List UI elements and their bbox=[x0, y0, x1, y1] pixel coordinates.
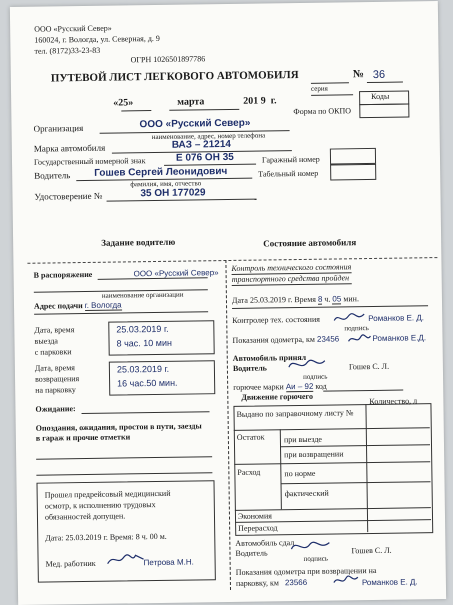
license-label: Удостоверение № bbox=[34, 190, 103, 202]
number-label: № bbox=[352, 68, 364, 81]
medical-text: Прошел предрейсовый медицинский осмотр, к исполнению трудовых обязанностей допущен. bbox=[44, 488, 171, 522]
odometer-person: Романков Е.Д. bbox=[372, 333, 427, 343]
return-odometer-signature bbox=[332, 573, 360, 587]
plate-value: Е 076 ОН 35 bbox=[175, 151, 234, 164]
car-state-heading: Состояние автомобиля bbox=[263, 237, 357, 249]
medical-worker-value: Петрова М.Н. bbox=[143, 557, 194, 568]
issued-label: Выдано по заправочному листу № bbox=[236, 408, 354, 419]
okpo-label: Форма по ОКПО bbox=[293, 106, 352, 117]
org-address-line: 160024, г. Вологда, ул. Северная, д. 9 bbox=[34, 33, 160, 45]
usage-actual: фактический bbox=[284, 488, 329, 499]
depart-time: 8 час. 10 мин bbox=[116, 337, 173, 349]
fuel-line: горючее марки Аи – 92 код bbox=[233, 381, 327, 392]
remain-label: Остаток bbox=[236, 432, 265, 442]
car-value: ВАЗ – 21214 bbox=[171, 138, 232, 151]
date-day: «25» bbox=[113, 97, 134, 109]
controller-signature-caption: подпись bbox=[344, 324, 369, 333]
control-datetime: Дата 25.03.2019 г. Время 8 ч. 05 мин. bbox=[231, 294, 359, 305]
disposal-caption: наименование организации bbox=[101, 290, 184, 300]
waybill-number: 36 bbox=[372, 68, 386, 81]
waiting-label: Ожидание: bbox=[35, 404, 76, 414]
medical-worker-label: Мед. работник bbox=[45, 558, 96, 569]
car-label: Марка автомобиля bbox=[33, 142, 106, 154]
return-date: 25.03.2019 г. bbox=[116, 363, 170, 375]
handed-label: Автомобиль сдал Водитель bbox=[235, 538, 295, 558]
remain-departure: при выезде bbox=[283, 434, 322, 445]
odometer-label: Показания одометра, км 23456 bbox=[232, 334, 340, 345]
driver-label: Водитель bbox=[34, 170, 71, 181]
driver-task-heading: Задание водителю bbox=[101, 236, 176, 248]
handed-signature-caption: подпись bbox=[303, 554, 329, 563]
date-month: марта bbox=[177, 96, 205, 108]
org-caption: наименование, адрес, номер телефона bbox=[151, 131, 266, 142]
usage-label: Расход bbox=[237, 467, 261, 477]
remain-return: при возвращении bbox=[284, 449, 344, 460]
fuel-movement-label: Движение горючего bbox=[241, 391, 314, 402]
handed-driver: Гошев С. Л. bbox=[351, 545, 392, 556]
document-title: ПУТЕВОЙ ЛИСТ ЛЕГКОВОГО АВТОМОБИЛЯ bbox=[50, 68, 299, 85]
usage-norm: по норме bbox=[284, 468, 316, 479]
controller-label: Контролер тех. состояния bbox=[232, 314, 320, 325]
economy-label: Экономия bbox=[237, 511, 272, 521]
org-phone-line: тел. (8172)33-23-83 bbox=[34, 45, 101, 56]
accepted-signature-caption: подпись bbox=[302, 372, 328, 381]
return-time: 16 час.50 мин. bbox=[117, 377, 178, 389]
overuse-label: Перерасход bbox=[238, 523, 278, 533]
medical-date: Дата: 25.03.2019 г. Время: 8 ч. 00 м. bbox=[45, 531, 167, 543]
handed-signature bbox=[289, 539, 331, 556]
medical-signature bbox=[105, 551, 145, 568]
garage-label: Гаражный номер bbox=[261, 154, 320, 165]
return-odometer: Показания одометра при возвращении на парковку, км 23566 bbox=[235, 565, 377, 588]
depart-label: Дата, время выезда с парковки bbox=[34, 325, 75, 357]
driver-value: Гошев Сергей Леонидович bbox=[94, 165, 228, 179]
depart-date: 25.03.2019 г. bbox=[116, 323, 169, 335]
delays-label: Опоздания, ожидания, простои в пути, заезды в гараж и прочие отметки bbox=[35, 421, 202, 443]
tab-box bbox=[330, 164, 376, 181]
org-value: ООО «Русский Север» bbox=[139, 117, 251, 131]
waybill-document bbox=[10, 1, 446, 605]
return-odometer-person: Романков Е. Д. bbox=[361, 577, 418, 588]
org-label: Организация bbox=[33, 123, 84, 134]
codes-label: Коды bbox=[371, 91, 390, 101]
series-label: серия bbox=[310, 84, 328, 93]
controller-value: Романков Е. Д. bbox=[368, 313, 425, 324]
disposal-value: ООО «Русский Север» bbox=[133, 268, 219, 279]
org-name-line: ООО «Русский Север» bbox=[34, 23, 112, 34]
control-text: Контроль технического состояния транспортного средства пройден bbox=[231, 262, 352, 284]
accepted-driver: Гошев С. Л. bbox=[348, 361, 390, 372]
qty-label: Количество, л bbox=[369, 396, 418, 407]
return-label: Дата, время возвращения на парковку bbox=[34, 363, 80, 395]
odometer-signature bbox=[346, 332, 372, 346]
okpo-box bbox=[359, 103, 409, 118]
driver-caption: фамилия, имя, отчество bbox=[130, 179, 202, 189]
garage-box bbox=[330, 148, 376, 165]
address-label: Адрес подачи г. Вологда bbox=[33, 300, 122, 311]
accepted-label: Автомобиль принял Водитель bbox=[232, 352, 307, 373]
license-value: 35 ОН 177029 bbox=[140, 187, 206, 200]
date-year: 201 9 г. bbox=[243, 95, 277, 107]
ogrn-line: ОГРН 1026501897786 bbox=[130, 54, 206, 65]
plate-label: Государственный номерной знак bbox=[33, 156, 146, 167]
tab-label: Табельный номер bbox=[258, 168, 319, 179]
disposal-label: В распоряжение bbox=[33, 269, 93, 280]
accepted-signature bbox=[287, 357, 327, 374]
